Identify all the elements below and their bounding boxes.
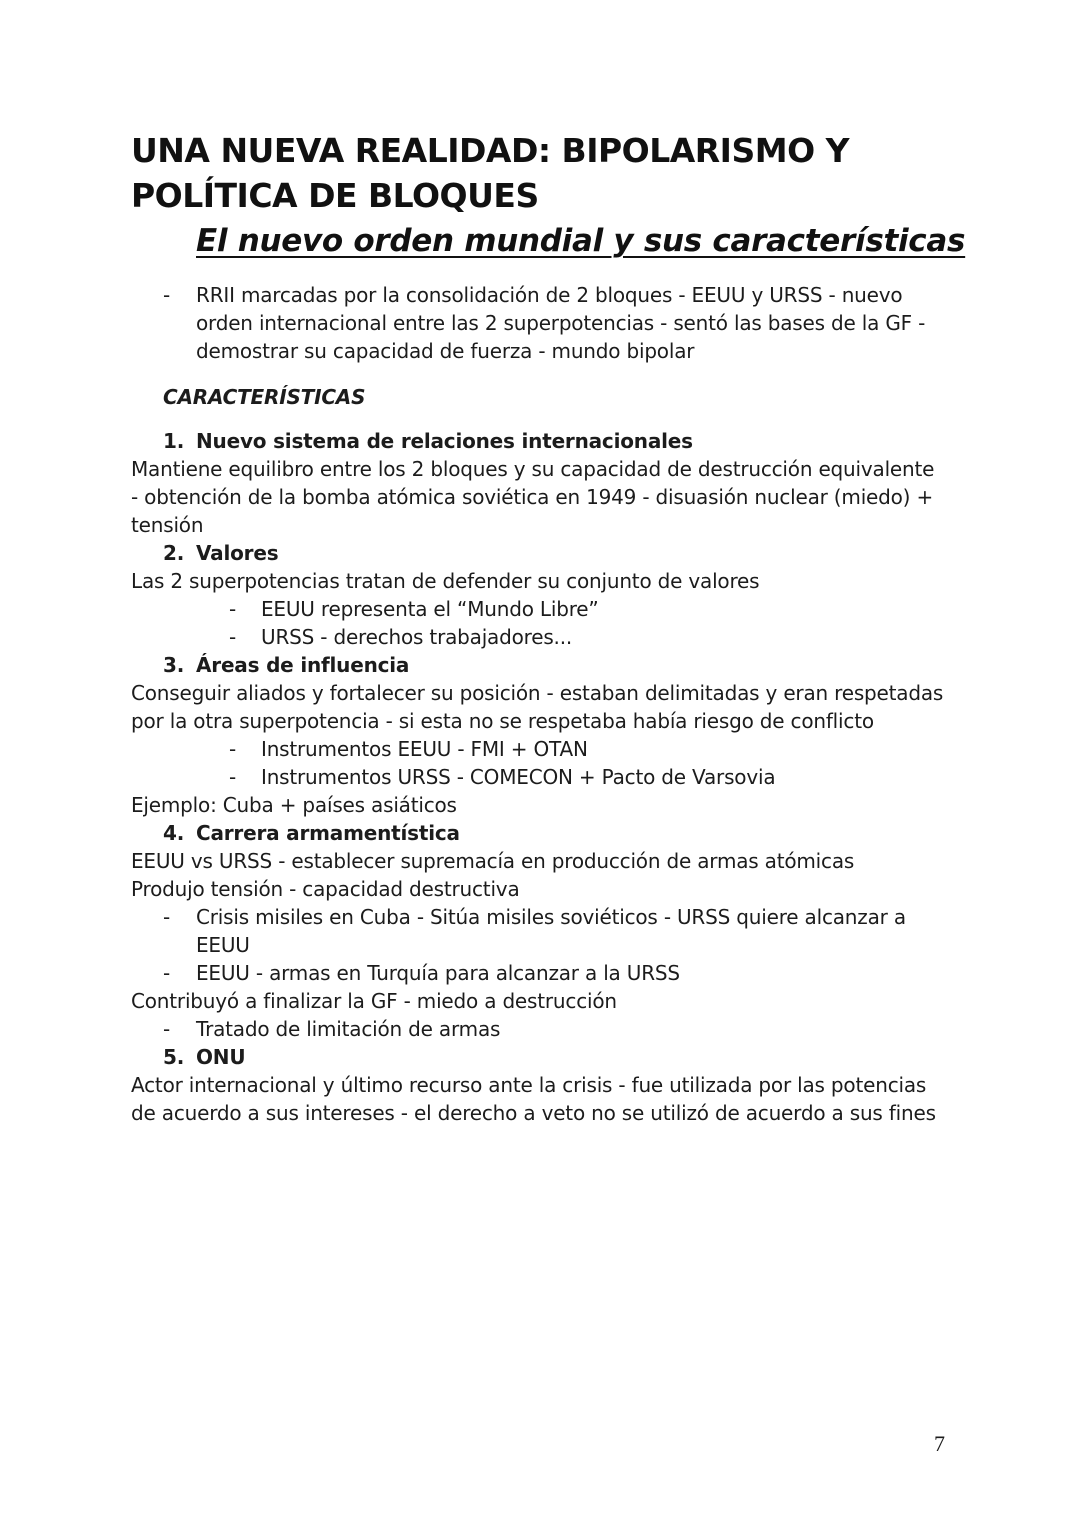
item-4-number: 4. [163,821,185,845]
page-number: 7 [934,1431,945,1456]
item-4-text-line: Produjo tensión - capacidad destructiva [131,877,520,901]
page-title: UNA NUEVA REALIDAD: BIPOLARISMO Y POLÍTICA DE BLOQUES [131,131,850,215]
item-3-text: Conseguir aliados y fortalecer su posición - estaban delimitadas y eran respetadas por la otra superpotencia - si esta no se respetaba había riesgo de conflicto [131,681,944,733]
item-3-bullet: Instrumentos EEUU - FMI + OTAN [261,737,588,761]
item-3-heading: Áreas de influencia [196,653,410,677]
item-4-text-line: EEUU vs URSS - establecer supremacía en producción de armas atómicas [131,849,855,873]
item-3-number: 3. [163,653,185,677]
bullet-dash: - [229,625,237,649]
item-1-number: 1. [163,429,185,453]
item-5-text: Actor internacional y último recurso ante la crisis - fue utilizada por las potencias de acuerdo a sus intereses - el derecho a veto no se utilizó de acuerdo a sus fines [131,1073,936,1125]
item-4-bullet: Crisis misiles en Cuba - Sitúa misiles soviéticos - URSS quiere alcanzar a EEUU [196,905,906,957]
bullet-dash: - [163,1017,171,1041]
item-5-heading: ONU [196,1045,246,1069]
item-1-text: Mantiene equilibro entre los 2 bloques y su capacidad de destrucción equivalente - obtención de la bomba atómica soviética en 1949 - disuasión nuclear (miedo) + tensión [131,457,935,537]
item-5-number: 5. [163,1045,185,1069]
bullet-dash: - [163,283,171,307]
item-2-text: Las 2 superpotencias tratan de defender su conjunto de valores [131,569,760,593]
page-subtitle: El nuevo orden mundial y sus características [196,223,966,259]
item-3-bullet: Instrumentos URSS - COMECON + Pacto de Varsovia [261,765,776,789]
item-4-heading: Carrera armamentística [196,821,460,845]
item-2-number: 2. [163,541,185,565]
bullet-dash: - [229,597,237,621]
bullet-dash: - [229,737,237,761]
item-4-bullet: Tratado de limitación de armas [196,1017,501,1041]
bullet-dash: - [163,961,171,985]
section-heading: CARACTERÍSTICAS [163,385,366,409]
item-2-bullet: URSS - derechos trabajadores... [261,625,573,649]
item-3-example: Ejemplo: Cuba + países asiáticos [131,793,457,817]
item-1-heading: Nuevo sistema de relaciones internacionales [196,429,693,453]
intro-bullet-text: RRII marcadas por la consolidación de 2 bloques - EEUU y URSS - nuevo orden internacional entre las 2 superpotencias - sentó las bases de la GF - demostrar su capacidad de fuerza - mundo bipolar [196,283,926,363]
item-4-text-line: Contribuyó a finalizar la GF - miedo a destrucción [131,989,617,1013]
item-2-heading: Valores [196,541,279,565]
bullet-dash: - [163,905,171,929]
item-4-bullet: EEUU - armas en Turquía para alcanzar a la URSS [196,961,680,985]
item-2-bullet: EEUU representa el “Mundo Libre” [261,597,599,621]
bullet-dash: - [229,765,237,789]
